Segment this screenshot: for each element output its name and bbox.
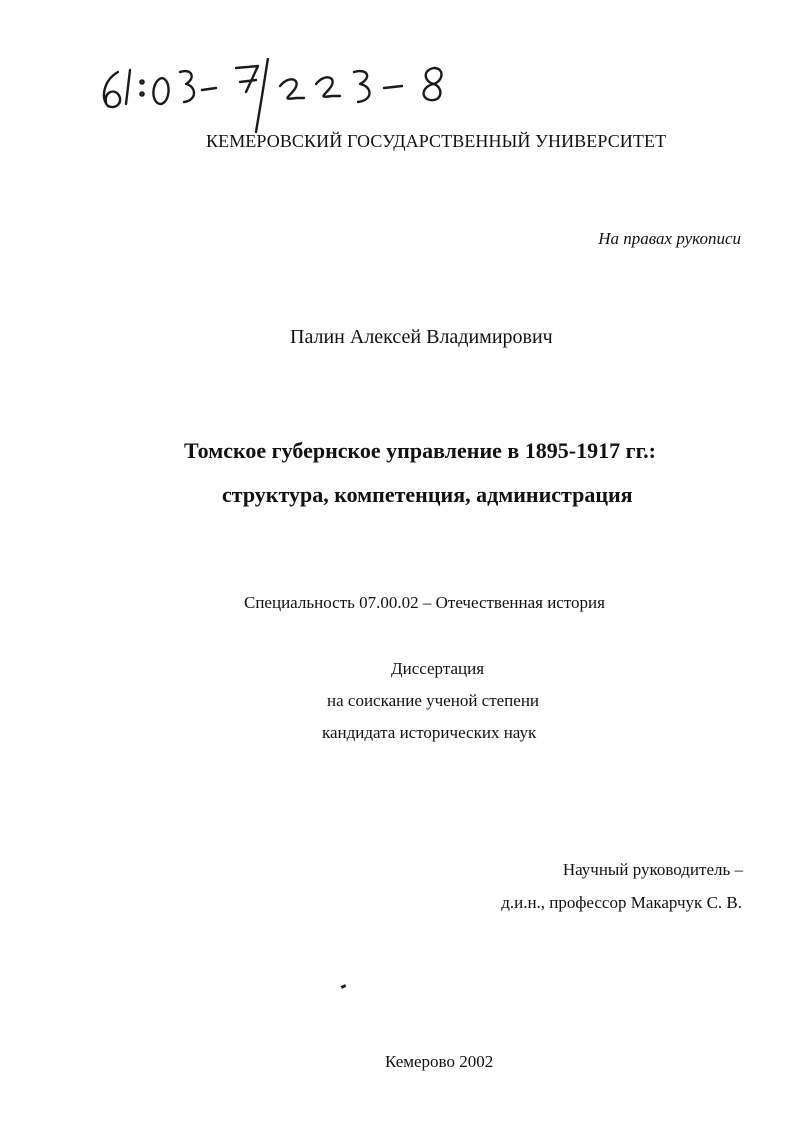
university-name: КЕМЕРОВСКИЙ ГОСУДАРСТВЕННЫЙ УНИВЕРСИТЕТ <box>206 131 667 151</box>
manuscript-rights-note: На правах рукописи <box>598 229 741 248</box>
specialty-line: Специальность 07.00.02 – Отечественная история <box>244 593 605 612</box>
city-year: Кемерово 2002 <box>385 1052 494 1071</box>
dissertation-type-line-1: Диссертация <box>391 659 485 678</box>
dissertation-type-line-2: на соискание ученой степени <box>327 691 540 710</box>
author-name: Палин Алексей Владимирович <box>290 326 553 348</box>
dissertation-title-line-2: структура, компетенция, администрация <box>222 482 633 507</box>
dissertation-title-line-1: Томское губернское управление в 1895-1917 гг.: <box>184 438 656 463</box>
supervisor-name: д.и.н., профессор Макарчук С. В. <box>501 893 742 912</box>
scan-speck <box>341 984 347 989</box>
dissertation-type-line-3: кандидата исторических наук <box>322 723 537 742</box>
supervisor-label: Научный руководитель – <box>562 860 743 879</box>
